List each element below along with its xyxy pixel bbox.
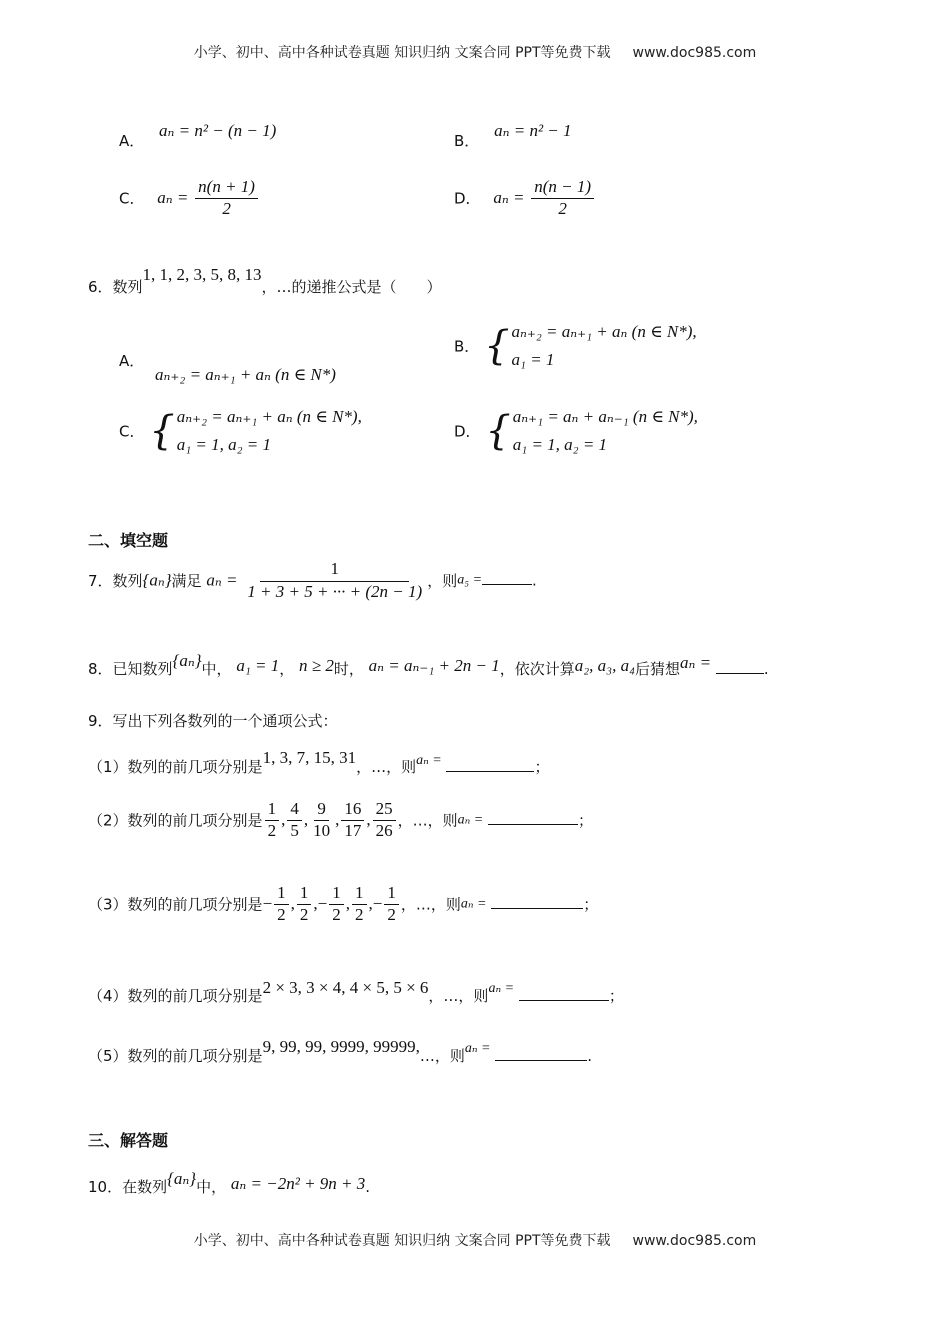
denominator: 17 bbox=[344, 820, 362, 840]
q6-d-row1: aₙ₊₁ = aₙ + aₙ₋₁ (n ∈ N*), bbox=[512, 407, 698, 426]
q9-p2-answer-blank[interactable] bbox=[488, 810, 578, 825]
q9-p1-idx: （1） bbox=[88, 758, 128, 776]
q7-seqname: {aₙ} bbox=[142, 570, 172, 590]
q9-p1-target: aₙ = bbox=[416, 753, 442, 768]
q9-p3-fractions bbox=[262, 883, 401, 924]
fraction bbox=[329, 884, 344, 924]
q5-d-denominator: 2 bbox=[558, 198, 567, 218]
q5-d-lhs: aₙ = bbox=[493, 188, 525, 208]
q6-b-label: B． bbox=[454, 337, 480, 356]
numerator: 16 bbox=[341, 800, 364, 821]
q7-end: . bbox=[532, 571, 537, 590]
q9-p4-answer-blank[interactable] bbox=[519, 986, 609, 1001]
denominator: 10 bbox=[313, 820, 331, 840]
q5-c-label: C． bbox=[119, 189, 145, 208]
q7-mid: 满足 bbox=[171, 572, 202, 591]
q5-b-expr: aₙ = n² − 1 bbox=[494, 121, 572, 140]
q9-p5-idx: （5） bbox=[88, 1047, 128, 1065]
q9-p3-end: ； bbox=[583, 895, 599, 914]
fraction bbox=[384, 884, 399, 924]
q8-cond: n ≥ 2 bbox=[299, 656, 334, 675]
q7-stem bbox=[88, 560, 537, 601]
denominator: 26 bbox=[375, 820, 393, 840]
q9-p5-answer-blank[interactable] bbox=[495, 1046, 587, 1061]
q7-denominator: 1 + 3 + 5 + ··· + (2n − 1) bbox=[247, 581, 423, 601]
q9-p1-answer-blank[interactable] bbox=[446, 757, 534, 772]
q9-part2 bbox=[88, 800, 593, 840]
q9-p2-target: aₙ = bbox=[457, 812, 484, 828]
q7-lhs: aₙ = bbox=[206, 570, 238, 590]
q9-part1 bbox=[88, 748, 550, 777]
section-fill-in-title: 二、填空题 bbox=[88, 531, 169, 550]
q9-part4 bbox=[88, 978, 624, 1006]
q9-p3-ellipsis: ，…，则 bbox=[400, 895, 461, 914]
fraction bbox=[274, 884, 289, 924]
q5-option-a[interactable] bbox=[119, 121, 277, 151]
q6-b-row2: a₁ = 1 bbox=[511, 350, 555, 369]
q6-c-row2: a₁ = 1, a₂ = 1 bbox=[176, 435, 271, 454]
q9-p2-ellipsis: ，…，则 bbox=[397, 811, 458, 830]
q6-b-system bbox=[484, 322, 697, 370]
comma-separator: , bbox=[303, 809, 309, 829]
numerator: 1 bbox=[265, 800, 280, 821]
header-text: 小学、初中、高中各种试卷真题 知识归纳 文案合同 PPT等免费下载 bbox=[193, 45, 611, 61]
comma-separator: , bbox=[345, 893, 350, 913]
denominator: 2 bbox=[277, 904, 286, 924]
q6-prefix: 6．数列 bbox=[88, 278, 143, 296]
q9-p3-target: aₙ = bbox=[460, 896, 487, 912]
q6-b-brace: { bbox=[484, 323, 510, 369]
q10-expr: aₙ = −2n² + 9n + 3 bbox=[230, 1174, 366, 1193]
q7-then: ，则 bbox=[427, 572, 458, 591]
q7-target: a₅ = bbox=[457, 572, 483, 588]
fraction bbox=[287, 800, 302, 840]
numerator: 9 bbox=[314, 800, 329, 821]
q9-p5-prefix: 数列的前几项分别是 bbox=[127, 1047, 263, 1065]
q8-t3: 时， bbox=[333, 660, 364, 678]
q5-option-d[interactable] bbox=[454, 178, 596, 218]
q9-p1-seq: 1, 3, 7, 15, 31 bbox=[262, 748, 357, 767]
denominator: 2 bbox=[387, 904, 396, 924]
q8-a1: a₁ = 1 bbox=[236, 656, 280, 675]
q9-p5-ellipsis: …，则 bbox=[419, 1047, 465, 1065]
q9-p5-seq: 9, 99, 99, 9999, 99999, bbox=[262, 1037, 420, 1056]
page-footer bbox=[0, 1230, 950, 1250]
q9-p1-end: ； bbox=[534, 758, 550, 776]
comma-separator: , bbox=[313, 893, 318, 913]
q5-c-denominator: 2 bbox=[222, 198, 231, 218]
denominator: 2 bbox=[355, 904, 364, 924]
comma-separator: , bbox=[335, 809, 340, 829]
footer-text: 小学、初中、高中各种试卷真题 知识归纳 文案合同 PPT等免费下载 bbox=[193, 1233, 611, 1249]
q10-mid: 中， bbox=[196, 1178, 227, 1196]
numerator: 1 bbox=[384, 884, 399, 905]
q6-c-system bbox=[149, 407, 362, 455]
comma-separator: , bbox=[281, 809, 286, 829]
q8-t5: 后猜想 bbox=[635, 660, 681, 678]
q5-option-b[interactable] bbox=[454, 121, 572, 151]
q5-c-lhs: aₙ = bbox=[157, 188, 189, 208]
q8-t2: ， bbox=[279, 660, 295, 678]
q9-p4-idx: （4） bbox=[88, 987, 128, 1005]
comma-separator: , bbox=[368, 893, 373, 913]
q6-stem bbox=[88, 265, 442, 297]
q9-p4-target: aₙ = bbox=[488, 981, 515, 996]
q7-fraction bbox=[244, 560, 425, 601]
q8-end: . bbox=[763, 660, 769, 678]
q9-p3-answer-blank[interactable] bbox=[491, 894, 583, 909]
q6-option-d[interactable] bbox=[454, 407, 698, 455]
q8-recurrence: aₙ = aₙ₋₁ + 2n − 1 bbox=[368, 656, 500, 675]
numerator: 25 bbox=[373, 800, 396, 821]
q9-p2-idx: （2） bbox=[88, 811, 128, 830]
denominator: 2 bbox=[332, 904, 341, 924]
q9-p1-ellipsis: ，…，则 bbox=[356, 758, 417, 776]
q8-target: aₙ = bbox=[680, 653, 712, 672]
q5-option-c[interactable] bbox=[119, 178, 260, 218]
fraction bbox=[265, 800, 280, 840]
q9-p2-end: ； bbox=[577, 811, 593, 830]
q5-a-expr: aₙ = n² − (n − 1) bbox=[159, 121, 277, 140]
q9-p5-target: aₙ = bbox=[464, 1041, 491, 1056]
q10-seqname: {aₙ} bbox=[167, 1169, 197, 1188]
q7-answer-blank[interactable] bbox=[482, 570, 532, 585]
q8-t4: ，依次计算 bbox=[499, 660, 575, 678]
q5-c-fraction bbox=[195, 178, 258, 218]
q9-p2-fractions bbox=[263, 799, 398, 840]
denominator: 2 bbox=[267, 820, 277, 840]
q6-sequence: 1, 1, 2, 3, 5, 8, 13 bbox=[142, 265, 262, 284]
page-header bbox=[0, 42, 950, 62]
q6-c-row1: aₙ₊₂ = aₙ₊₁ + aₙ (n ∈ N*), bbox=[176, 407, 362, 426]
q6-option-b[interactable] bbox=[454, 322, 697, 370]
q6-c-label: C． bbox=[119, 422, 145, 441]
q5-d-fraction bbox=[531, 178, 594, 218]
q6-option-c[interactable] bbox=[119, 407, 362, 455]
denominator: 5 bbox=[290, 820, 299, 840]
sign: − bbox=[262, 893, 273, 913]
numerator: 1 bbox=[274, 884, 289, 905]
header-url[interactable]: www.doc985.com bbox=[632, 45, 757, 61]
fraction bbox=[373, 800, 396, 840]
q6-a-label: A． bbox=[119, 352, 145, 370]
q9-p1-prefix: 数列的前几项分别是 bbox=[127, 758, 263, 776]
fraction bbox=[352, 884, 367, 924]
numerator: 4 bbox=[287, 800, 302, 821]
q6-d-brace: { bbox=[485, 408, 511, 454]
q9-p4-prefix: 数列的前几项分别是 bbox=[127, 987, 263, 1005]
footer-url[interactable]: www.doc985.com bbox=[632, 1233, 757, 1249]
q9-p4-end: ； bbox=[608, 987, 624, 1005]
numerator: 1 bbox=[297, 884, 312, 905]
q5-b-label: B． bbox=[454, 132, 480, 150]
q6-c-brace: { bbox=[149, 408, 175, 454]
q6-a-expr: aₙ₊₂ = aₙ₊₁ + aₙ (n ∈ N*) bbox=[155, 365, 336, 384]
section-answer-title: 三、解答题 bbox=[88, 1131, 169, 1150]
q9-p3-prefix: 数列的前几项分别是 bbox=[127, 895, 263, 914]
q6-suffix: ，…的递推公式是（ ） bbox=[261, 278, 442, 296]
q9-p4-seq: 2 × 3, 3 × 4, 4 × 5, 5 × 6 bbox=[262, 978, 429, 997]
q10-prefix: 10．在数列 bbox=[88, 1178, 168, 1196]
numerator: 1 bbox=[352, 884, 367, 905]
q8-t1: 中， bbox=[201, 660, 232, 678]
q7-prefix: 7．数列 bbox=[88, 572, 143, 591]
q9-title: 9．写出下列各数列的一个通项公式： bbox=[88, 712, 338, 730]
q5-d-numerator: n(n − 1) bbox=[531, 178, 594, 199]
q8-answer-blank[interactable] bbox=[716, 659, 764, 674]
q6-b-row1: aₙ₊₂ = aₙ₊₁ + aₙ (n ∈ N*), bbox=[511, 322, 697, 341]
q8-stem bbox=[88, 651, 769, 679]
comma-separator: , bbox=[290, 893, 295, 913]
q9-p5-end: . bbox=[587, 1047, 593, 1065]
q8-prefix: 8．已知数列 bbox=[88, 660, 173, 678]
q9-part3 bbox=[88, 884, 598, 924]
q9-p2-prefix: 数列的前几项分别是 bbox=[127, 811, 263, 830]
q5-d-label: D． bbox=[454, 189, 481, 208]
q5-a-label: A． bbox=[119, 132, 145, 150]
q6-d-system bbox=[485, 407, 698, 455]
comma-separator: , bbox=[366, 809, 371, 829]
q9-p3-idx: （3） bbox=[88, 895, 128, 914]
fraction bbox=[341, 800, 364, 840]
denominator: 2 bbox=[299, 904, 309, 924]
q6-d-label: D． bbox=[454, 422, 481, 441]
q8-seqname: {aₙ} bbox=[172, 651, 202, 670]
q6-d-row2: a₁ = 1, a₂ = 1 bbox=[512, 435, 608, 454]
q8-terms: a₂, a₃, a₄ bbox=[574, 656, 635, 675]
q7-numerator: 1 bbox=[260, 560, 409, 582]
q5-c-numerator: n(n + 1) bbox=[195, 178, 258, 199]
fraction bbox=[297, 884, 312, 924]
q10-end: . bbox=[365, 1178, 371, 1196]
q6-option-a[interactable] bbox=[119, 350, 336, 384]
q10-stem bbox=[88, 1169, 371, 1197]
sign: − bbox=[372, 893, 383, 913]
sign: − bbox=[317, 893, 328, 913]
numerator: 1 bbox=[329, 884, 344, 905]
q9-part5 bbox=[88, 1037, 593, 1066]
q9-p4-ellipsis: ，…，则 bbox=[428, 987, 489, 1005]
fraction bbox=[310, 800, 333, 840]
